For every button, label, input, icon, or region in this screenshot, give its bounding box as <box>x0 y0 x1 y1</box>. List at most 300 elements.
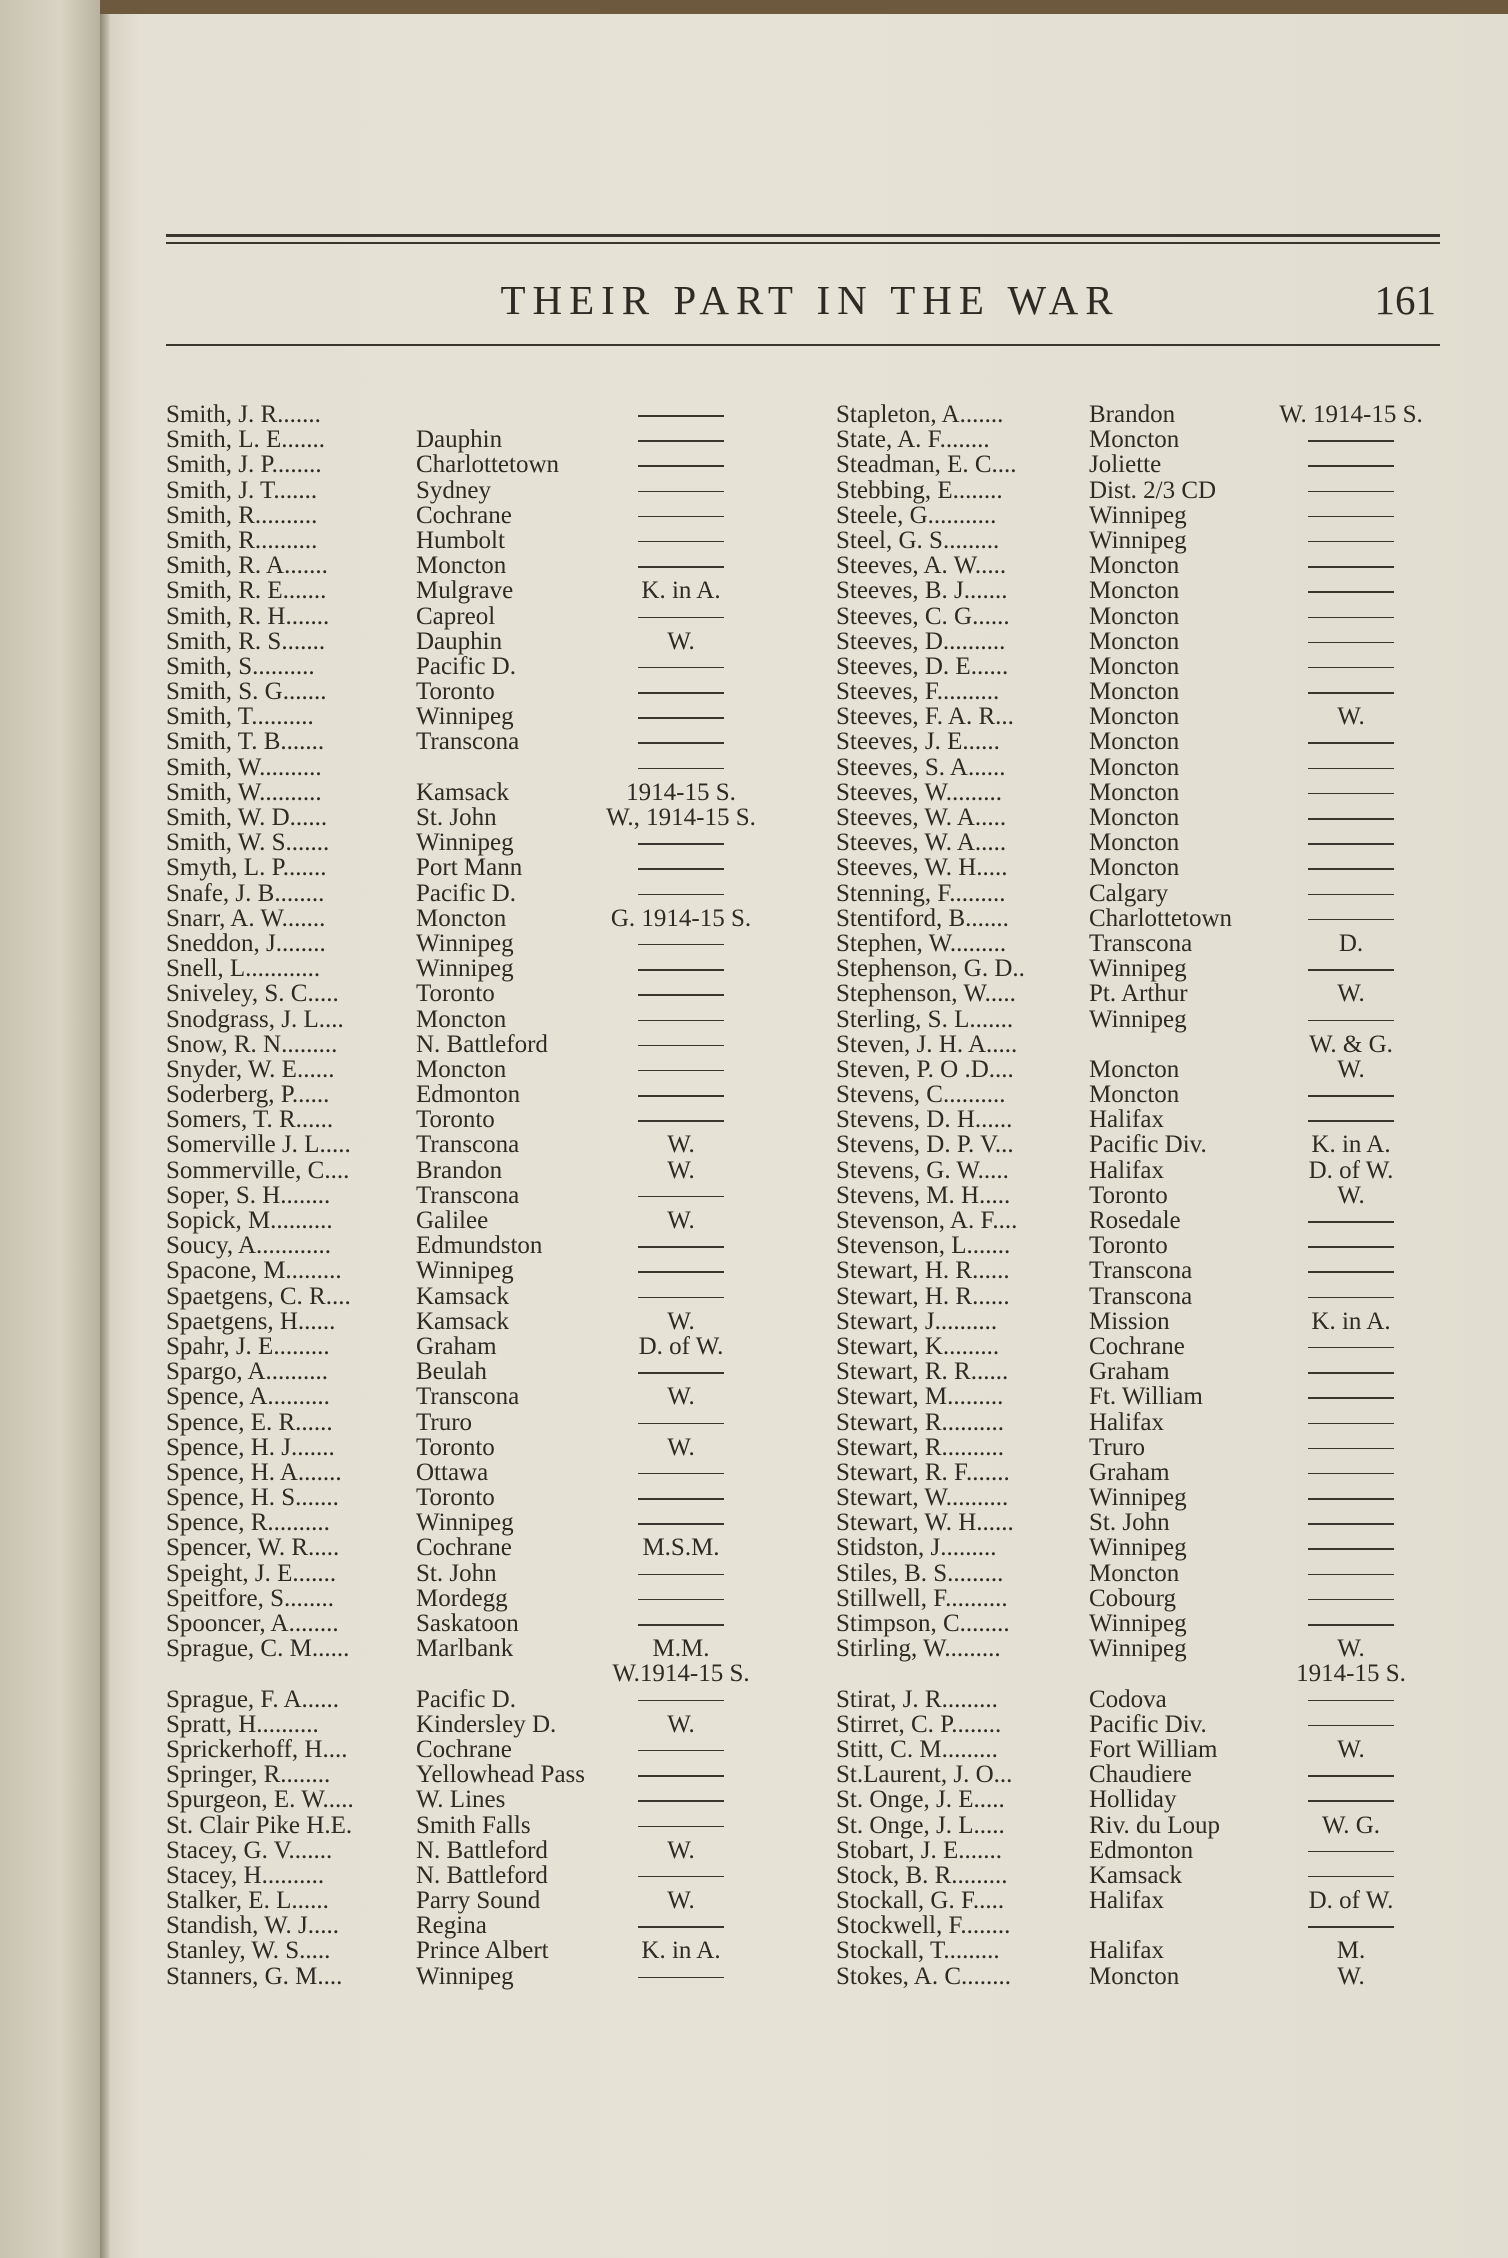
entry-place: Toronto <box>1089 1181 1168 1209</box>
no-record-dash <box>1308 617 1394 619</box>
entry-place: Galilee <box>416 1207 489 1234</box>
no-record-dash <box>638 1423 724 1425</box>
entry-note: W. <box>667 1836 695 1864</box>
no-record-dash <box>638 516 724 518</box>
entry-name: Spurgeon, E. W..... <box>166 1786 354 1814</box>
no-record-dash <box>1308 667 1394 669</box>
list-item <box>166 1863 776 1888</box>
entry-note: K. in A. <box>641 1937 721 1965</box>
list-item <box>166 1183 776 1208</box>
list-item <box>836 1838 1448 1863</box>
entry-name: Smith, J. T....... <box>166 476 318 504</box>
entry-name: Smith, W.......... <box>166 753 322 781</box>
entry-place: Cochrane <box>1089 1332 1185 1360</box>
no-record-dash <box>638 1574 724 1576</box>
list-item <box>836 604 1448 629</box>
list-item <box>166 1132 776 1157</box>
entry-place: Kamsack <box>416 1282 510 1310</box>
no-record-dash <box>1308 1926 1394 1928</box>
no-record-dash <box>638 994 724 996</box>
list-item <box>836 1183 1448 1208</box>
entry-place: Kamsack <box>416 778 510 806</box>
entry-name: Stokes, A. C........ <box>836 1962 1012 1990</box>
entry-name: Somerville J. L..... <box>166 1131 351 1159</box>
entry-place: Edmonton <box>1089 1836 1194 1864</box>
no-record-dash <box>638 1926 724 1928</box>
list-item <box>836 805 1448 830</box>
entry-place: Cochrane <box>416 1735 512 1763</box>
entry-name: Stephenson, W..... <box>836 980 1016 1008</box>
entry-name: Snafe, J. B........ <box>166 879 325 907</box>
no-record-dash <box>1308 1876 1394 1878</box>
no-record-dash <box>1308 1372 1394 1374</box>
entry-place: Halifax <box>1089 1408 1164 1436</box>
list-item <box>166 1687 776 1712</box>
entry-place: Halifax <box>1089 1156 1164 1184</box>
list-item <box>166 704 776 729</box>
list-item <box>836 1813 1448 1838</box>
no-record-dash <box>638 969 724 971</box>
list-item <box>836 1460 1448 1485</box>
entry-name: Snow, R. N......... <box>166 1030 338 1058</box>
no-record-dash <box>1308 1297 1394 1299</box>
no-record-dash <box>1308 742 1394 744</box>
entry-name: Standish, W. J..... <box>166 1912 339 1940</box>
list-item <box>836 578 1448 603</box>
no-record-dash <box>638 1876 724 1878</box>
entry-name: Steeves, W......... <box>836 778 1002 806</box>
entry-name: Spence, H. J....... <box>166 1433 335 1461</box>
entry-name: Snyder, W. E...... <box>166 1055 335 1083</box>
entry-name: Steeves, A. W..... <box>836 552 1007 580</box>
no-record-dash <box>638 491 724 493</box>
entry-name: Sommerville, C.... <box>166 1156 350 1184</box>
list-item <box>166 1535 776 1560</box>
entry-name: St. Onge, J. L..... <box>836 1811 1005 1839</box>
no-record-dash <box>638 1297 724 1299</box>
entry-name: Stephenson, G. D.. <box>836 955 1025 983</box>
entry-name: Soderberg, P...... <box>166 1081 330 1109</box>
list-item <box>166 1359 776 1384</box>
entry-place: Toronto <box>416 1484 495 1512</box>
entry-place: Moncton <box>1089 1055 1180 1083</box>
list-item <box>836 1510 1448 1535</box>
no-record-dash <box>1308 1700 1394 1702</box>
entry-name: Stevenson, A. F.... <box>836 1207 1018 1234</box>
no-record-dash <box>638 1372 724 1374</box>
no-record-dash <box>638 1624 724 1626</box>
entry-name: Spence, H. A....... <box>166 1458 342 1486</box>
list-item <box>166 1838 776 1863</box>
no-record-dash <box>1308 642 1394 644</box>
entry-name: Stalker, E. L...... <box>166 1887 329 1915</box>
entry-name: Speight, J. E....... <box>166 1559 337 1587</box>
entry-name: Smith, W. S....... <box>166 829 330 857</box>
entry-name: Snodgrass, J. L.... <box>166 1005 344 1033</box>
page-gutter <box>100 14 110 2258</box>
no-record-dash <box>638 894 724 896</box>
entry-note: W. <box>1337 1181 1365 1209</box>
list-item <box>166 981 776 1006</box>
list-item <box>166 1561 776 1586</box>
list-item <box>836 629 1448 654</box>
list-item <box>836 855 1448 880</box>
entry-name: Smith, T.......... <box>166 703 314 731</box>
list-item <box>166 780 776 805</box>
entry-note: W. <box>1337 1055 1365 1083</box>
entry-name: Stewart, R.......... <box>836 1433 1005 1461</box>
entry-place: Winnipeg <box>1089 955 1187 983</box>
entry-place: Ottawa <box>416 1458 489 1486</box>
list-item <box>836 427 1448 452</box>
entry-name: Smith, W. D...... <box>166 804 328 831</box>
no-record-dash <box>638 843 724 845</box>
list-item <box>836 1334 1448 1359</box>
entry-name: Steeves, W. A..... <box>836 829 1007 857</box>
entry-note: D. of W. <box>1308 1887 1394 1915</box>
entry-name: Stewart, W. H...... <box>836 1509 1014 1537</box>
entry-name: Steeves, D.......... <box>836 627 1006 655</box>
entry-name: Stacey, H.......... <box>166 1861 325 1889</box>
entry-name: Smith, W.......... <box>166 778 322 806</box>
no-record-dash <box>1308 1397 1394 1399</box>
entry-note: W., 1914-15 S. <box>606 804 756 831</box>
entry-place: Transcona <box>1089 1257 1193 1285</box>
list-item <box>166 1032 776 1057</box>
entry-name: Sterling, S. L....... <box>836 1005 1014 1033</box>
entry-note: W. <box>1337 1635 1365 1663</box>
no-record-dash <box>1308 1851 1394 1853</box>
entry-name: Stevens, D. H...... <box>836 1106 1013 1134</box>
no-record-dash <box>1308 1548 1394 1550</box>
entry-name: Stockall, T......... <box>836 1937 1000 1965</box>
entry-place: Rosedale <box>1089 1207 1181 1234</box>
entry-place: Moncton <box>1089 728 1180 756</box>
entry-place: St. John <box>1089 1509 1170 1537</box>
entry-place: Winnipeg <box>416 1257 514 1285</box>
entry-name: Soucy, A............ <box>166 1232 332 1260</box>
entry-name: Smith, J. P........ <box>166 451 322 479</box>
entry-place: Winnipeg <box>416 1509 514 1537</box>
list-item <box>836 956 1448 981</box>
list-item <box>166 1309 776 1334</box>
entry-place: Moncton <box>1089 1081 1180 1109</box>
entry-name: Stevenson, L....... <box>836 1232 1011 1260</box>
list-item <box>166 729 776 754</box>
entry-name: Springer, R........ <box>166 1761 331 1789</box>
entry-name: Stewart, R. F....... <box>836 1458 1010 1486</box>
no-record-dash <box>638 1977 724 1979</box>
list-item <box>166 1057 776 1082</box>
no-record-dash <box>1308 1448 1394 1450</box>
entry-place: Winnipeg <box>416 829 514 857</box>
entry-note: G. 1914-15 S. <box>610 904 752 932</box>
list-item <box>836 1410 1448 1435</box>
entry-place: Toronto <box>1089 1232 1168 1260</box>
entry-name: Speitfore, S........ <box>166 1584 335 1612</box>
no-record-dash <box>1308 1221 1394 1223</box>
entry-name: Stevens, D. P. V... <box>836 1131 1014 1159</box>
entry-place: Fort William <box>1089 1735 1218 1763</box>
entry-place: Port Mann <box>416 854 523 882</box>
list-item <box>836 503 1448 528</box>
entry-place: Toronto <box>416 678 495 706</box>
no-record-dash <box>638 768 724 770</box>
entry-name: Snell, L............ <box>166 955 321 983</box>
entry-place: Winnipeg <box>1089 501 1187 529</box>
entry-place: Toronto <box>416 1106 495 1134</box>
list-item <box>166 1107 776 1132</box>
list-item <box>836 881 1448 906</box>
no-record-dash <box>1308 516 1394 518</box>
entry-place: Sydney <box>416 476 491 504</box>
entry-place: N. Battleford <box>416 1836 548 1864</box>
no-record-dash <box>638 1246 724 1248</box>
entry-name: State, A. F........ <box>836 426 990 454</box>
entry-place: Transcona <box>1089 929 1193 957</box>
no-record-dash <box>1308 1120 1394 1122</box>
entry-place: Moncton <box>1089 552 1180 580</box>
list-item <box>166 553 776 578</box>
list-item <box>836 553 1448 578</box>
header-rule-top-thin <box>166 242 1440 244</box>
entry-name: Stewart, W.......... <box>836 1484 1009 1512</box>
entry-place: St. John <box>416 1559 497 1587</box>
entry-name: Spence, A.......... <box>166 1383 330 1411</box>
no-record-dash <box>1308 491 1394 493</box>
list-item <box>836 981 1448 1006</box>
entry-note: K. in A. <box>1311 1307 1391 1335</box>
entry-place: Mulgrave <box>416 577 514 605</box>
entry-name: Steadman, E. C.... <box>836 451 1017 479</box>
entry-place: Dist. 2/3 CD <box>1089 476 1217 504</box>
list-item <box>836 1309 1448 1334</box>
entry-name: Spratt, H.......... <box>166 1710 319 1738</box>
entry-name: Stewart, R.......... <box>836 1408 1005 1436</box>
no-record-dash <box>1308 1498 1394 1500</box>
entry-note: W. <box>667 1207 695 1234</box>
entry-name: Stewart, R. R...... <box>836 1358 1009 1386</box>
list-item <box>836 654 1448 679</box>
no-record-dash <box>1308 465 1394 467</box>
entry-place: Ft. William <box>1089 1383 1203 1411</box>
no-record-dash <box>638 1599 724 1601</box>
list-item <box>836 1284 1448 1309</box>
entry-place: Moncton <box>1089 602 1180 630</box>
no-record-dash <box>638 1271 724 1273</box>
header-rule-bottom <box>166 344 1440 346</box>
entry-name: Snarr, A. W....... <box>166 904 326 932</box>
list-item <box>836 1485 1448 1510</box>
entry-place: Winnipeg <box>416 1962 514 1990</box>
list-item <box>166 654 776 679</box>
no-record-dash <box>1308 1775 1394 1777</box>
no-record-dash <box>638 541 724 543</box>
entry-place: Prince Albert <box>416 1937 549 1965</box>
entry-name: Smith, R. S....... <box>166 627 326 655</box>
entry-place: Winnipeg <box>1089 1635 1187 1663</box>
entry-place: Pacific D. <box>416 652 516 680</box>
entry-place: Winnipeg <box>1089 1484 1187 1512</box>
entry-place: Saskatoon <box>416 1610 519 1637</box>
entry-note: M. <box>1336 1937 1366 1965</box>
entry-place: Moncton <box>1089 829 1180 857</box>
list-item <box>836 1032 1448 1057</box>
entry-place: Regina <box>416 1912 487 1940</box>
entry-name: Steeves, W. H..... <box>836 854 1008 882</box>
list-item <box>836 830 1448 855</box>
list-item <box>166 1007 776 1032</box>
entry-name: Sopick, M.......... <box>166 1207 333 1234</box>
no-record-dash <box>638 1070 724 1072</box>
list-item <box>836 1561 1448 1586</box>
entry-note: W. <box>1337 703 1365 731</box>
entry-name: Stockall, G. F..... <box>836 1887 1005 1915</box>
entry-name: Smith, J. R....... <box>166 401 321 428</box>
list-item <box>166 1233 776 1258</box>
list-item <box>836 1586 1448 1611</box>
entry-name: Spence, E. R...... <box>166 1408 333 1436</box>
entry-name: Steeves, F. A. R... <box>836 703 1014 731</box>
no-record-dash <box>1308 1246 1394 1248</box>
list-item <box>166 1082 776 1107</box>
entry-note: W. <box>667 1156 695 1184</box>
entry-name: Stebbing, E........ <box>836 476 1003 504</box>
entry-place: Moncton <box>1089 577 1180 605</box>
entry-note-continued: 1914-15 S. <box>1296 1660 1406 1688</box>
entry-place: Humbolt <box>416 526 505 554</box>
entry-place: Kamsack <box>416 1307 510 1335</box>
no-record-dash <box>1308 919 1394 921</box>
list-item <box>166 402 776 427</box>
entry-place: Edmonton <box>416 1081 521 1109</box>
entry-name: Stanners, G. M.... <box>166 1962 343 1990</box>
list-item <box>836 1964 1448 1989</box>
list-item <box>836 1107 1448 1132</box>
list-item <box>836 1687 1448 1712</box>
entry-place: Pacific Div. <box>1089 1710 1207 1738</box>
no-record-dash <box>1308 1347 1394 1349</box>
entry-place: Capreol <box>416 602 496 630</box>
entry-name: Stewart, K......... <box>836 1332 1000 1360</box>
entry-name: Stiles, B. S......... <box>836 1559 1004 1587</box>
entry-name: Smith, S.......... <box>166 652 315 680</box>
entry-name: Stacey, G. V....... <box>166 1836 333 1864</box>
no-record-dash <box>638 566 724 568</box>
entry-name: Smyth, L. P....... <box>166 854 327 882</box>
no-record-dash <box>638 1750 724 1752</box>
list-item <box>836 1158 1448 1183</box>
no-record-dash <box>638 1498 724 1500</box>
no-record-dash <box>638 1775 724 1777</box>
entry-place: Winnipeg <box>1089 1005 1187 1033</box>
entry-note: W. 1914-15 S. <box>1279 401 1423 428</box>
entry-note: W. <box>667 1887 695 1915</box>
entry-name: Spence, H. S....... <box>166 1484 339 1512</box>
list-item <box>166 1888 776 1913</box>
list-item <box>166 1510 776 1535</box>
entry-place: Yellowhead Pass <box>416 1761 585 1789</box>
entry-note: W. <box>667 1131 695 1159</box>
entry-place: Graham <box>1089 1458 1170 1486</box>
entry-place: Moncton <box>1089 854 1180 882</box>
entry-place: Moncton <box>1089 703 1180 731</box>
list-item <box>836 679 1448 704</box>
entry-note-continued: W.1914-15 S. <box>612 1660 750 1688</box>
entry-place: Pacific D. <box>416 879 516 907</box>
entry-place: Holliday <box>1089 1786 1177 1814</box>
list-item <box>836 1233 1448 1258</box>
no-record-dash <box>1308 1020 1394 1022</box>
entry-name: St. Clair Pike H.E. <box>166 1811 353 1839</box>
entry-name: Stevens, M. H..... <box>836 1181 1011 1209</box>
entry-note: K. in A. <box>641 577 721 605</box>
entry-place: Winnipeg <box>416 703 514 731</box>
list-item <box>836 1863 1448 1888</box>
entry-place: Transcona <box>416 1181 520 1209</box>
entry-name: Steven, J. H. A..... <box>836 1030 1018 1058</box>
entry-place: Halifax <box>1089 1937 1164 1965</box>
no-record-dash <box>1308 692 1394 694</box>
no-record-dash <box>1308 1473 1394 1475</box>
facing-page-edge <box>0 0 100 2258</box>
list-item <box>836 704 1448 729</box>
entry-note: D. of W. <box>1308 1156 1394 1184</box>
entry-note: M.S.M. <box>642 1534 720 1562</box>
entry-name: Steel, G. S......... <box>836 526 1000 554</box>
list-item <box>166 1787 776 1812</box>
entry-note: W. <box>1337 1962 1365 1990</box>
entry-place: W. Lines <box>416 1786 506 1814</box>
entry-name: Smith, S. G....... <box>166 678 327 706</box>
entry-place: Calgary <box>1089 879 1169 907</box>
entry-note: W. <box>667 1710 695 1738</box>
no-record-dash <box>638 667 724 669</box>
no-record-dash <box>638 1196 724 1198</box>
entry-name: Stapleton, A....... <box>836 401 1004 428</box>
no-record-dash <box>1308 1725 1394 1727</box>
list-item <box>836 402 1448 427</box>
entry-name: Stirret, C. P........ <box>836 1710 1002 1738</box>
entry-place: Mordegg <box>416 1584 508 1612</box>
no-record-dash <box>1308 793 1394 795</box>
entry-note: W. <box>667 1383 695 1411</box>
entry-note: K. in A. <box>1311 1131 1391 1159</box>
list-item <box>836 1913 1448 1938</box>
list-item <box>166 1636 776 1686</box>
list-item <box>166 604 776 629</box>
list-item <box>836 1888 1448 1913</box>
list-item <box>166 478 776 503</box>
no-record-dash <box>1308 1271 1394 1273</box>
list-item <box>836 780 1448 805</box>
list-item <box>166 1485 776 1510</box>
entry-name: St. Onge, J. E..... <box>836 1786 1005 1814</box>
list-item <box>836 1435 1448 1460</box>
entry-place: Winnipeg <box>416 955 514 983</box>
no-record-dash <box>638 944 724 946</box>
entry-place: Moncton <box>416 1005 507 1033</box>
entry-name: Stidston, J......... <box>836 1534 997 1562</box>
no-record-dash <box>1308 1423 1394 1425</box>
entry-name: Stewart, J.......... <box>836 1307 998 1335</box>
list-item <box>166 679 776 704</box>
no-record-dash <box>1308 843 1394 845</box>
entry-place: Kindersley D. <box>416 1710 557 1738</box>
entry-name: Spahr, J. E......... <box>166 1332 330 1360</box>
entry-place: Cochrane <box>416 501 512 529</box>
header-rule-top <box>166 234 1440 237</box>
